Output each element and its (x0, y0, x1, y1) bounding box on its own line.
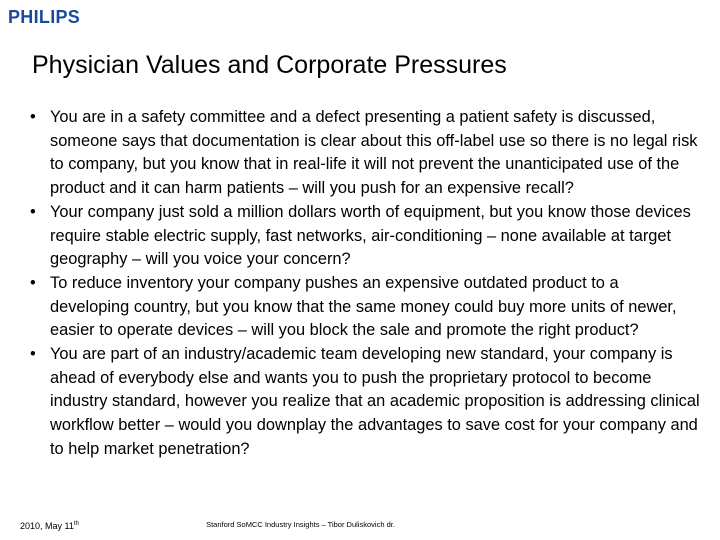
bullet-marker: • (30, 108, 36, 126)
bullet-text: To reduce inventory your company pushes an expensive outdated product to a developing country, but you know that the same money could buy more units of newer, easier to operate devices – will you block the sale and promote the right product? (50, 273, 677, 340)
bullet-marker: • (30, 273, 36, 292)
bullet-item (30, 201, 700, 272)
footer-date-text: 2010, May 11 (20, 521, 74, 531)
bullet-marker: • (30, 345, 36, 364)
footer-presenter: Stanford SoMCC Industry Insights – Tibor Duliskovich dr. (206, 520, 395, 529)
bullet-item (30, 343, 700, 462)
bullet-item (30, 106, 700, 201)
bullet-item (30, 272, 700, 343)
philips-logo: PHILIPS (8, 7, 81, 27)
bullet-marker: • (30, 202, 36, 221)
bullet-list (30, 106, 700, 462)
bullet-text: Your company just sold a million dollars worth of equipment, but you know those devices require stable electric supply, fast networks, air-conditioning – none available at target geography – will you voice your concern? (50, 202, 691, 269)
slide-title: Physician Values and Corporate Pressures (32, 51, 507, 79)
bullet-text: You are in a safety committee and a defect presenting a patient safety is discussed, someone says that documentation is clear about this off-label use so there is no legal risk to company, but you know that in real-life it will not prevent the unanticipated use of the product and it can harm patients – will you push for an expensive recall? (50, 108, 698, 198)
footer-date-suffix: th (73, 521, 79, 527)
bullet-text: You are part of an industry/academic team developing new standard, your company is ahead of everybody else and wants you to push the proprietary protocol to become industry standard, however you realize that an academic proposition is addressing clinical workflow better – would you downplay the advantages to save cost for your company and to help market penetration? (50, 345, 700, 458)
